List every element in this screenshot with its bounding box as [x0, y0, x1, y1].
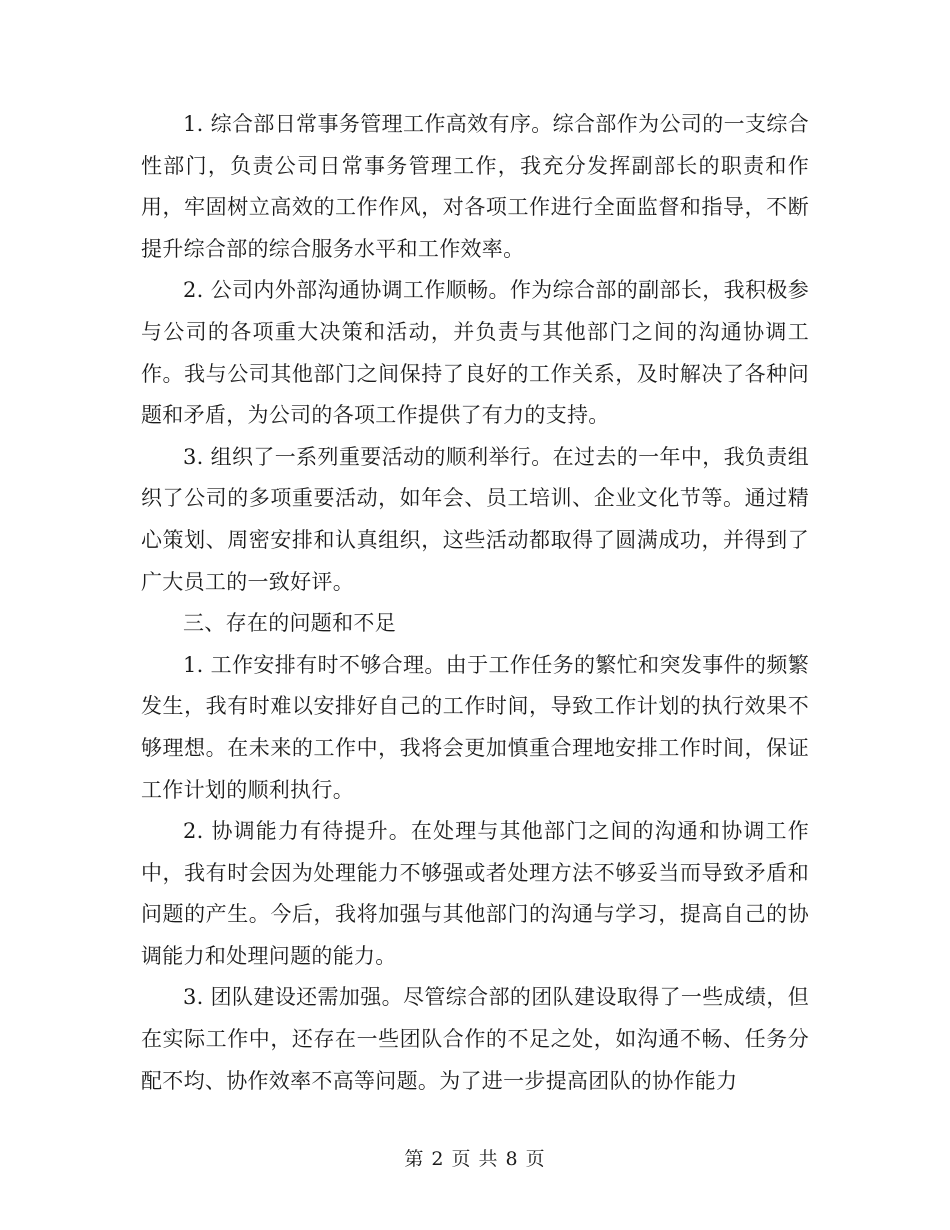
paragraph-problem-3: 3. 团队建设还需加强。尽管综合部的团队建设取得了一些成绩，但在实际工作中，还存在一些团队合作的不足之处，如沟通不畅、任务分配不均、协作效率不高等问题。为了进一步提高团队的协作能力: [141, 985, 809, 1093]
page-footer: 第 2 页 共 8 页: [404, 1148, 546, 1170]
section-heading: 三、存在的问题和不足: [183, 611, 396, 636]
paragraph-problem-2: 2. 协调能力有待提升。在处理与其他部门之间的沟通和协调工作中，我有时会因为处理能力不够强或者处理方法不够妥当而导致矛盾和问题的产生。今后，我将加强与其他部门的沟通与学习，提高自己的协调能力和处理问题的能力。: [141, 819, 809, 968]
paragraph-item-2: 2. 公司内外部沟通协调工作顺畅。作为综合部的副部长，我积极参与公司的各项重大决策和活动，并负责与其他部门之间的沟通协调工作。我与公司其他部门之间保持了良好的工作关系，及时解决了各种问题和矛盾，为公司的各项工作提供了有力的支持。: [141, 278, 809, 428]
document-body: [141, 104, 809, 1102]
paragraph-item-1: 1. 综合部日常事务管理工作高效有序。综合部作为公司的一支综合性部门，负责公司日常事务管理工作，我充分发挥副部长的职责和作用，牢固树立高效的工作作风，对各项工作进行全面监督和指导，不断提升综合部的综合服务水平和工作效率。: [141, 112, 809, 261]
paragraph-item-3: 3. 组织了一系列重要活动的顺利举行。在过去的一年中，我负责组织了公司的多项重要活动，如年会、员工培训、企业文化节等。通过精心策划、周密安排和认真组织，这些活动都取得了圆满成功，并得到了广大员工的一致好评。: [141, 444, 809, 594]
paragraph-problem-1: 1. 工作安排有时不够合理。由于工作任务的繁忙和突发事件的频繁发生，我有时难以安排好自己的工作时间，导致工作计划的执行效果不够理想。在未来的工作中，我将会更加慎重合理地安排工作时间，保证工作计划的顺利执行。: [141, 652, 809, 802]
